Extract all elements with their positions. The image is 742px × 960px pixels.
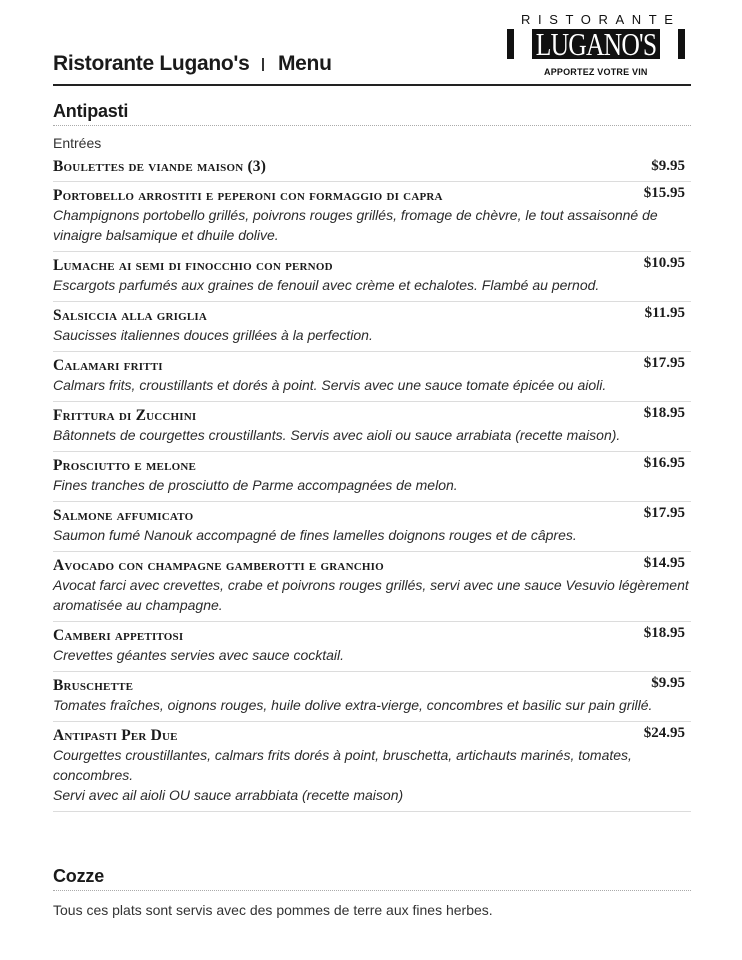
item-price: $14.95: [643, 555, 685, 571]
item-price: $10.95: [643, 255, 685, 271]
logo-right-bar: [678, 29, 685, 59]
item-price: $17.95: [643, 355, 685, 371]
item-name: Portobello arrostiti e peperoni con formaggio di capra: [53, 187, 443, 204]
item-name: Calamari fritti: [53, 357, 163, 374]
page-header: [53, 0, 691, 86]
section-title-cozze: Cozze: [53, 866, 691, 891]
item-description: Courgettes croustillantes, calmars frits dorés à point, bruschetta, artichauts marinés, tomates, concombres.: [53, 747, 632, 783]
menu-item: [53, 672, 691, 722]
item-description: Bâtonnets de courgettes croustillants. Servis avec aioli ou sauce arrabiata (recette maison).: [53, 427, 621, 443]
item-description: Escargots parfumés aux graines de fenouil avec crème et echalotes. Flambé au pernod.: [53, 277, 600, 293]
section-note-antipasti: Entrées: [53, 135, 102, 151]
menu-item: [53, 252, 691, 302]
item-price: $16.95: [643, 455, 685, 471]
menu-item: [53, 452, 691, 502]
menu-item: [53, 502, 691, 552]
page-title: Ristorante Lugano's: [53, 52, 250, 75]
antipasti-items: [53, 155, 691, 812]
item-price: $11.95: [644, 305, 685, 321]
item-price: $17.95: [643, 505, 685, 521]
item-name: Boulettes de viande maison (3): [53, 158, 267, 175]
item-name: Salmone affumicato: [53, 507, 194, 524]
menu-item: [53, 352, 691, 402]
item-name: Salsiccia alla griglia: [53, 307, 208, 324]
section-title-antipasti: Antipasti: [53, 101, 691, 126]
item-description: Tomates fraîches, oignons rouges, huile dolive extra-vierge, concombres et basilic sur pain grillé.: [53, 697, 653, 713]
item-price: $15.95: [643, 185, 685, 201]
item-description-extra: Servi avec ail aioli OU sauce arrabbiata (recette maison): [53, 787, 404, 803]
menu-item: [53, 722, 691, 812]
item-price: $18.95: [643, 405, 685, 421]
item-price: $24.95: [643, 725, 685, 741]
item-description: Crevettes géantes servies avec sauce cocktail.: [53, 647, 345, 663]
item-name: Bruschette: [53, 677, 134, 694]
logo-left-bar: [507, 29, 514, 59]
title-separator: [262, 58, 264, 71]
logo-wordmark-box: [507, 26, 685, 62]
item-description: Champignons portobello grillés, poivrons rouges grillés, fromage de chèvre, le tout assaisonné de vinaigre balsamique et dhuile dolive.: [53, 207, 658, 243]
item-name: Camberi appetitosi: [53, 627, 184, 644]
logo-top-text: RISTORANTE: [521, 12, 681, 27]
item-name: Antipasti Per Due: [53, 727, 178, 744]
item-description: Calmars frits, croustillants et dorés à point. Servis avec une sauce tomate épicée ou aioli.: [53, 377, 607, 393]
menu-item: [53, 552, 691, 622]
section-note-cozze: Tous ces plats sont servis avec des pommes de terre aux fines herbes.: [53, 902, 493, 918]
item-description: Saucisses italiennes douces grillées à la perfection.: [53, 327, 373, 343]
item-description: Saumon fumé Nanouk accompagné de fines lamelles doignons rouges et de câpres.: [53, 527, 577, 543]
item-price: $18.95: [643, 625, 685, 641]
menu-item: [53, 182, 691, 252]
menu-item: [53, 402, 691, 452]
logo-subtitle: APPORTEZ VOTRE VIN: [544, 67, 648, 77]
menu-label: Menu: [277, 52, 332, 75]
item-name: Lumache ai semi di finocchio con pernod: [53, 257, 333, 274]
menu-item: [53, 155, 691, 182]
menu-item: [53, 622, 691, 672]
restaurant-logo: [507, 12, 685, 80]
item-name: Frittura di Zucchini: [53, 407, 197, 424]
item-description: Fines tranches de prosciutto de Parme accompagnées de melon.: [53, 477, 458, 493]
item-name: Avocado con champagne gamberotti e granchio: [53, 557, 384, 574]
item-name: Prosciutto e melone: [53, 457, 197, 474]
menu-page: [53, 0, 691, 918]
item-price: $9.95: [651, 158, 685, 174]
logo-wordmark: LUGANO'S: [532, 29, 660, 59]
section-cozze: [53, 866, 691, 918]
title-row: [53, 52, 332, 76]
menu-item: [53, 302, 691, 352]
section-antipasti: [53, 101, 691, 151]
item-price: $9.95: [651, 675, 685, 691]
item-description: Avocat farci avec crevettes, crabe et poivrons rouges grillés, servi avec une sauce Vesuvio légèrement aromatisée au champagne.: [53, 577, 689, 613]
